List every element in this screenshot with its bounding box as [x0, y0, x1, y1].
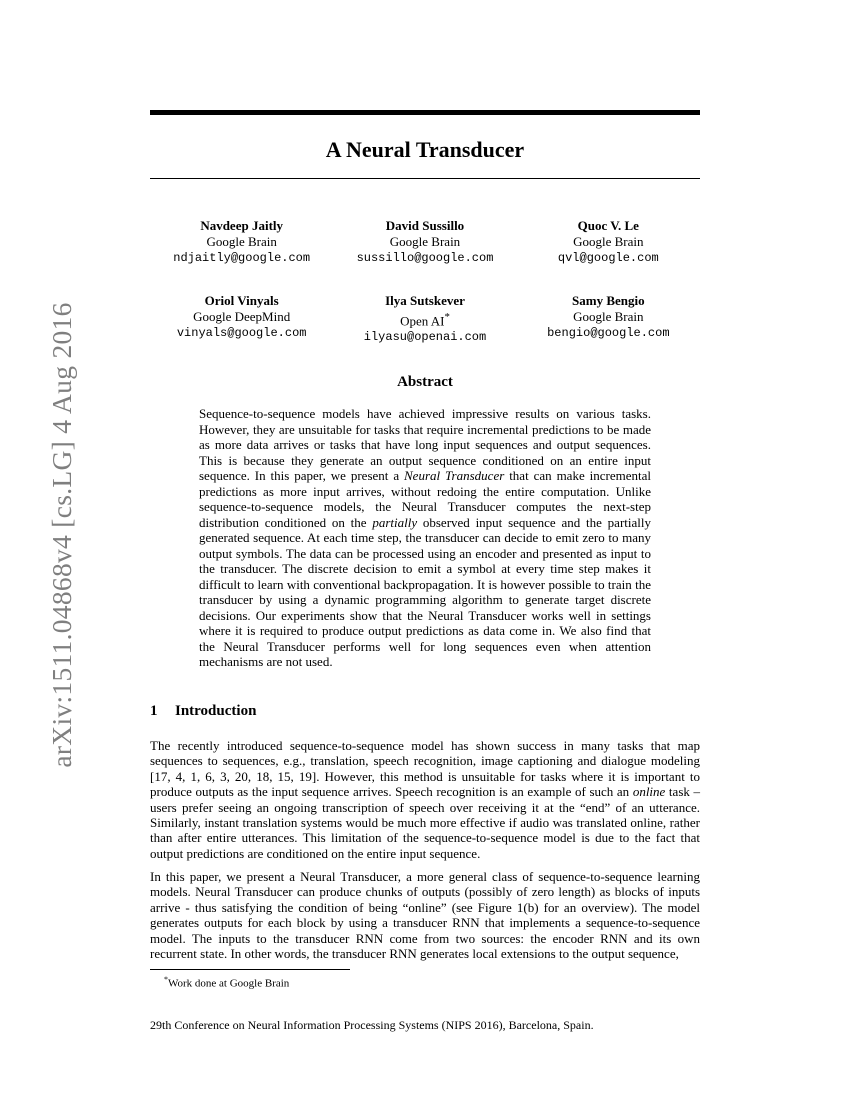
abstract-text: Sequence-to-sequence models have achieved impressive results on various tasks. However, they are unsuitable for tasks that require incremental predictions to be made as more data arrives or tasks that have long input sequences and output sequences. This is because they generate an output sequence conditioned on an entire input sequence. In this paper, we present a — [199, 406, 651, 483]
author-email: bengio@google.com — [547, 326, 670, 340]
author-name: Navdeep Jaitly — [200, 218, 284, 233]
section-title: Introduction — [175, 703, 257, 719]
author-name: David Sussillo — [385, 218, 465, 233]
section-heading-introduction — [150, 701, 700, 721]
abstract-emphasis: partially — [372, 514, 418, 530]
footnote-rule — [150, 969, 350, 970]
conference-note: 29th Conference on Neural Information Processing Systems (NIPS 2016), Barcelona, Spain. — [150, 1018, 594, 1032]
abstract-text: that can make incremental predictions as more input arrives, without redoing the entire computation. Unlike sequence-to-sequence models, the Neural Transducer computes the next-step distribution conditioned on the — [199, 468, 652, 530]
author-name: Samy Bengio — [572, 293, 645, 308]
author-email: vinyals@google.com — [176, 326, 307, 340]
author-affiliation: Google Brain — [573, 309, 644, 324]
title-rule-bottom — [150, 178, 700, 179]
author — [517, 218, 700, 266]
paragraph-emphasis: online — [632, 784, 666, 800]
author-email: qvl@google.com — [557, 251, 659, 265]
section-number: 1 — [150, 703, 158, 719]
author-email: sussillo@google.com — [356, 251, 494, 265]
abstract-heading: Abstract — [397, 374, 453, 390]
author-name: Ilya Sutskever — [385, 293, 465, 308]
arxiv-identifier: arXiv:1511.04868v4 [cs.LG] 4 Aug 2016 — [46, 302, 77, 768]
author-email: ilyasu@openai.com — [363, 330, 487, 345]
paper-title: A Neural Transducer — [325, 137, 525, 162]
author-name: Oriol Vinyals — [204, 293, 279, 308]
abstract-text: observed input sequence and the partially generated sequence. At each time step, the transducer can decide to emit zero to many output symbols. The data can be processed using an encoder and presented as input to the transducer. The discrete decision to emit a symbol at every time step makes it difficult to learn with conventional backpropagation. It is however possible to train the transducer by using a dynamic programming algorithm to generate target discrete decisions. Our experiments show that the Neural Transducer works well in settings where it is required to produce output predictions as data come in. We also find that the Neural Transducer performs well for long sequences even when attention mechanisms are not used. — [199, 514, 651, 669]
author-email: ndjaitly@google.com — [173, 251, 311, 265]
author-affiliation: Google Brain — [573, 234, 644, 249]
author — [150, 218, 333, 266]
abstract-body — [199, 406, 651, 670]
author-block — [150, 218, 700, 345]
footnote-marker: * — [444, 311, 450, 323]
author-affiliation: Google Brain — [206, 234, 277, 249]
intro-paragraph-2: In this paper, we present a Neural Transducer, a more general class of sequence-to-sequence learning models. Neural Transducer can produce chunks of outputs (possibly of zero length) as blocks of inputs arrive - thus satisfying the condition of being “online” (see Figure 1(b) for an overview). The model generates outputs for each block by using a transducer RNN that implements a sequence-to-sequence model. The inputs to the transducer RNN come from two sources: the encoder RNN and its own recurrent state. In other words, the transducer RNN generates local extensions to the output sequence, — [150, 869, 700, 962]
author — [517, 293, 700, 345]
author — [150, 293, 333, 345]
author — [333, 218, 516, 266]
author-name: Quoc V. Le — [577, 218, 639, 233]
author-affiliation — [333, 309, 516, 329]
abstract-emphasis: Neural Transducer — [404, 468, 505, 483]
author-affiliation: Google Brain — [389, 234, 461, 249]
intro-paragraph-1 — [150, 738, 700, 861]
paragraph-text: The recently introduced sequence-to-sequence model has shown success in many tasks that map sequences to sequences, e.g., translation, speech recognition, image captioning and dialogue modeling [17, 4, 1, 6, 3, 20, 18, 15, 19]. However, this method is unsuitable for tasks where it is important to produce outputs as the input sequence arrives. Speech recognition is an example of such an — [150, 738, 700, 800]
footnote — [164, 973, 289, 991]
footnote-text: Work done at Google Brain — [168, 977, 290, 990]
author — [333, 293, 516, 345]
author-affiliation: Google DeepMind — [193, 309, 291, 324]
footnote-mark: * — [164, 975, 168, 984]
title-rule-top — [150, 110, 700, 115]
affiliation-text: Open AI — [400, 313, 445, 329]
paragraph-text: task – users prefer seeing an ongoing transcription of speech over receiving it at the “end” of an utterance. Similarly, instant translation systems would be much more effective if audio was translated online, rather than after entire utterances. This limitation of the sequence-to-sequence model is due to the fact that output predictions are conditioned on the entire input sequence. — [150, 784, 700, 861]
